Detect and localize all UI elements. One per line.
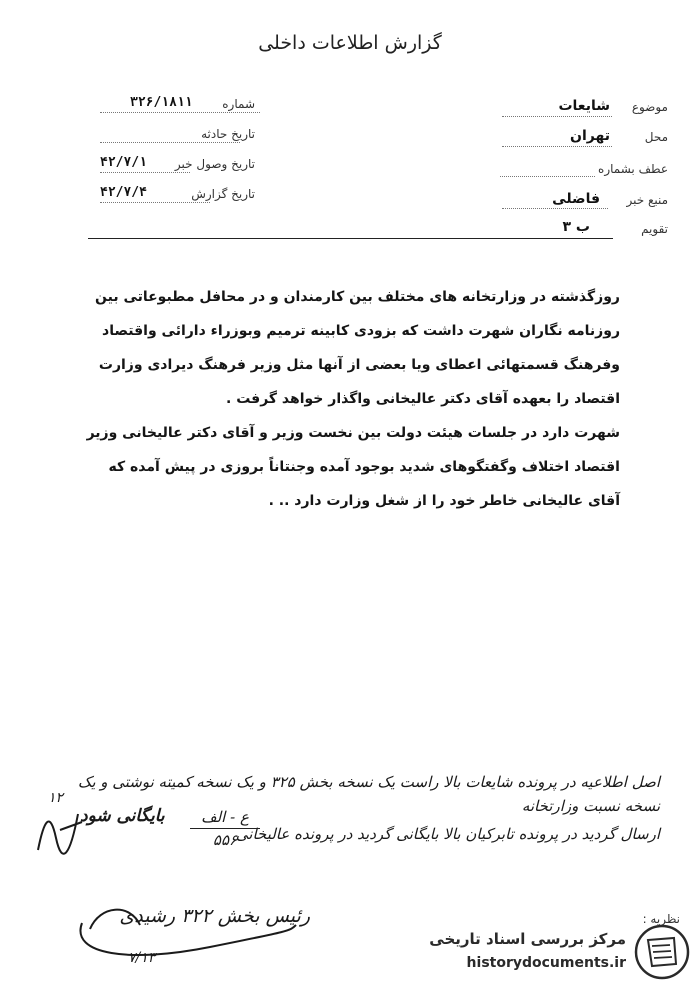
number-label: شماره	[222, 97, 255, 111]
handwritten-note-line-2: ارسال گردید در پرونده تابرکیان بالا بایگانی گردید در پرونده عالیخانی	[235, 825, 660, 843]
source-value: فاضلی	[552, 191, 600, 207]
chief-line: رئیس بخش ۳۲۲ رشیدی	[119, 905, 310, 927]
ref-label: عطف بشماره	[598, 162, 668, 176]
number-value: ۳۲۶/۱۸۱۱	[130, 95, 193, 110]
subject-label: موضوع	[631, 100, 668, 114]
report-date-dotted-line	[100, 202, 210, 203]
report-date-label: تاریخ گزارش	[191, 187, 255, 201]
report-date-value: ۴۲/۷/۴	[100, 185, 147, 200]
subject-value: شایعات	[558, 98, 610, 114]
chief-date: ۷/۱۳	[128, 950, 156, 966]
filing-code-top: ع - الف	[201, 808, 249, 826]
received-date-dotted-line	[100, 172, 190, 173]
place-label: محل	[644, 130, 668, 144]
header-separator	[88, 238, 613, 239]
opinion-label: نظریه :	[642, 912, 680, 926]
archive-seal-icon	[634, 924, 690, 980]
signature-number: ۱۲	[48, 790, 64, 806]
handwritten-note-line-1: اصل اطلاعیه در پرونده شایعات بالا راست یک نسخه بخش ۳۲۵ و یک نسخه کمیته نوشتی و یک نسخه نسبت وزارتخانه	[77, 773, 660, 815]
filing-code	[190, 808, 260, 849]
place-dotted-line	[502, 146, 612, 147]
report-title: گزارش اطلاعات داخلی	[258, 32, 442, 54]
ref-dotted-line	[500, 176, 595, 177]
place-value: تهران	[570, 128, 610, 144]
body-paragraph-2: شهرت دارد در جلسات هیئت دولت بین نخست وزیر و آقای دکتر عالیخانی وزیر اقتصاد اختلاف وگفتگوهای شدید بوجود آمده وجنتاناً بروزی در پیش آمده که آقای عالیخانی خاطر خود را از شغل وزارت دارد .. .	[86, 425, 620, 509]
rating-value: ب ۳	[562, 219, 590, 235]
watermark-url: historydocuments.ir	[466, 955, 626, 971]
filing-code-bar	[190, 828, 260, 829]
signature-scribble-left	[30, 800, 90, 860]
rating-label: تقویم	[641, 222, 668, 236]
source-dotted-line	[502, 208, 608, 209]
filing-code-bottom: ۵۵۶	[212, 831, 238, 849]
received-date-value: ۴۲/۷/۱	[100, 155, 147, 170]
report-body	[80, 280, 620, 518]
number-dotted-line	[100, 112, 260, 113]
signature-note: بایگانی شود	[80, 806, 165, 826]
received-date-label: تاریخ وصول خبر	[174, 157, 255, 171]
incident-date-dotted-line	[100, 142, 240, 143]
incident-date-label: تاریخ حادثه	[201, 127, 255, 141]
watermark-org-name: مرکز بررسی اسناد تاریخی	[429, 930, 626, 948]
subject-dotted-line	[502, 116, 612, 117]
source-label: منبع خبر	[626, 193, 668, 207]
body-paragraph-1: روزگذشته در وزارتخانه های مختلف بین کارمندان و در محافل مطبوعاتی بین روزنامه نگاران شهرت داشت که بزودی کابینه ترمیم وبوزراء دارائی واقتصاد وفرهنگ قسمتهائی اعطای ویا بعضی از آنها مثل وزیر فرهنگ دیرادی وزارت اقتصاد را بعهده آقای دکتر عالیخانی واگذار خواهد گرفت .	[95, 289, 620, 407]
watermark-logo	[410, 922, 690, 984]
